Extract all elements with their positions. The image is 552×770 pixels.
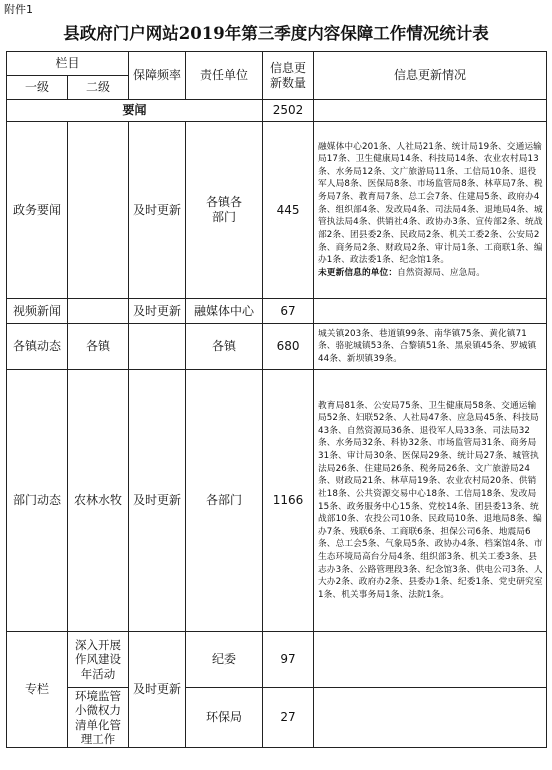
dept-news-level2: 农林水牧	[68, 370, 129, 632]
dept-news-unit: 各部门	[186, 370, 263, 632]
town-news-frequency	[129, 324, 186, 370]
special-level1: 专栏	[7, 632, 68, 748]
special-item-2-detail	[314, 688, 547, 748]
special-item-1-level2	[68, 632, 129, 688]
video-news-level2	[68, 299, 129, 324]
special-item-2-level2-text: 环境监管小微权力清单化管理工作	[75, 688, 121, 746]
gov-news-frequency: 及时更新	[129, 122, 186, 299]
dept-news-row	[7, 370, 547, 632]
video-news-detail	[314, 299, 547, 324]
special-item-1-level2-text: 深入开展作风建设年活动	[75, 637, 121, 681]
gov-news-detail-text: 融媒体中心201条、人社局21条、统计局19条、交通运输局17条、卫生健康局14条、科技局14条、农业农村局13条、水务局12条、文广旅游局11条、工信局10条、退役军人局8条、医保局8条、市场监管局8条、林草局7条、税务局7条、教育局7条、总工会7条、住建局5条、政府办4条、组织部4条、发改局4条、司法局4条、退地局4条、城管执法局4条、供销社4条、政协办3条、宣传部2条、统战部2条、团县委2条、民政局2条、机关工委2条、公安局2条、商务局2条、财政局2条、审计局1条、工商联1条、编办1条、政法委1条、纪念馆1条。	[318, 141, 543, 266]
annex-label: 附件1	[4, 3, 33, 16]
header-level2: 二级	[68, 76, 129, 100]
dept-news-frequency: 及时更新	[129, 370, 186, 632]
town-news-detail: 城关镇203条、巷道镇99条、南华镇75条、黄化镇71条、骆驼城镇53条、合黎镇51条、黑泉镇45条、罗城镇44条、新坝镇39条。	[314, 324, 547, 370]
town-news-level2: 各镇	[68, 324, 129, 370]
gov-news-level2	[68, 122, 129, 299]
gov-news-unit	[186, 122, 263, 299]
gov-news-count: 445	[263, 122, 314, 299]
gov-news-row	[7, 122, 547, 299]
town-news-count: 680	[263, 324, 314, 370]
dept-news-count: 1166	[263, 370, 314, 632]
town-news-unit: 各镇	[186, 324, 263, 370]
header-count-text: 信息更新数量	[270, 60, 307, 90]
special-item-2-level2	[68, 688, 129, 748]
special-item-2-count: 27	[263, 688, 314, 748]
important-news-label: 要闻	[7, 100, 263, 122]
header-frequency: 保障频率	[129, 52, 186, 100]
special-item-1-unit: 纪委	[186, 632, 263, 688]
header-detail: 信息更新情况	[314, 52, 547, 100]
dept-news-level1: 部门动态	[7, 370, 68, 632]
gov-news-unit-text: 各镇各部门	[206, 195, 243, 224]
header-column: 栏目	[7, 52, 129, 76]
header-row	[7, 52, 547, 76]
special-item-1-detail	[314, 632, 547, 688]
town-news-row	[7, 324, 547, 370]
gov-news-level1: 政务要闻	[7, 122, 68, 299]
gov-news-detail	[314, 122, 547, 299]
video-news-count: 67	[263, 299, 314, 324]
gov-news-missing-units: 自然资源局、应急局。	[397, 267, 485, 278]
header-count	[263, 52, 314, 100]
special-item-1-count: 97	[263, 632, 314, 688]
important-news-detail	[314, 100, 547, 122]
special-row-1	[7, 632, 547, 688]
statistics-table	[6, 51, 547, 748]
video-news-row	[7, 299, 547, 324]
page-title: 县政府门户网站2019年第三季度内容保障工作情况统计表	[63, 24, 489, 43]
important-news-row	[7, 100, 547, 122]
special-row-2	[7, 688, 547, 748]
special-frequency: 及时更新	[129, 632, 186, 748]
special-item-2-unit: 环保局	[186, 688, 263, 748]
town-news-level1: 各镇动态	[7, 324, 68, 370]
dept-news-detail: 教育局81条、公安局75条、卫生健康局58条、交通运输局52条、妇联52条、人社局47条、应急局45条、科技局43条、自然资源局36条、退役军人局33条、司法局32条、水务局32条、科协32条、市场监管局31条、商务局31条、审计局30条、医保局29条、统计局27条、城管执法局26条、住建局26条、税务局26条、文广旅游局24条、财政局21条、林草局19条、农业农村局20条、供销社18条、公共资源交易中心18条、工信局18条、发改局15条、政务服务中心15条、党校14条、团县委13条、统战部10条、农投公司10条、民政局10条、退地局8条、编办7条、残联6条、工商联6条、担保公司6条、地震局6条、总工会5条、气象局5条、政协办4条、档案馆4条、市生态环境局高台分局4条、组织部3条、机关工委3条、县志办3条、公路管理段3条、纪念馆3条、供电公司3条、人大办2条、政府办2条、县委办1条、纪委1条、党史研究室1条、机关事务局1条、法院1条。	[314, 370, 547, 632]
header-unit: 责任单位	[186, 52, 263, 100]
video-news-level1: 视频新闻	[7, 299, 68, 324]
video-news-unit: 融媒体中心	[186, 299, 263, 324]
gov-news-missing-label: 未更新信息的单位：	[318, 267, 398, 278]
important-news-count: 2502	[263, 100, 314, 122]
video-news-frequency: 及时更新	[129, 299, 186, 324]
header-level1: 一级	[7, 76, 68, 100]
